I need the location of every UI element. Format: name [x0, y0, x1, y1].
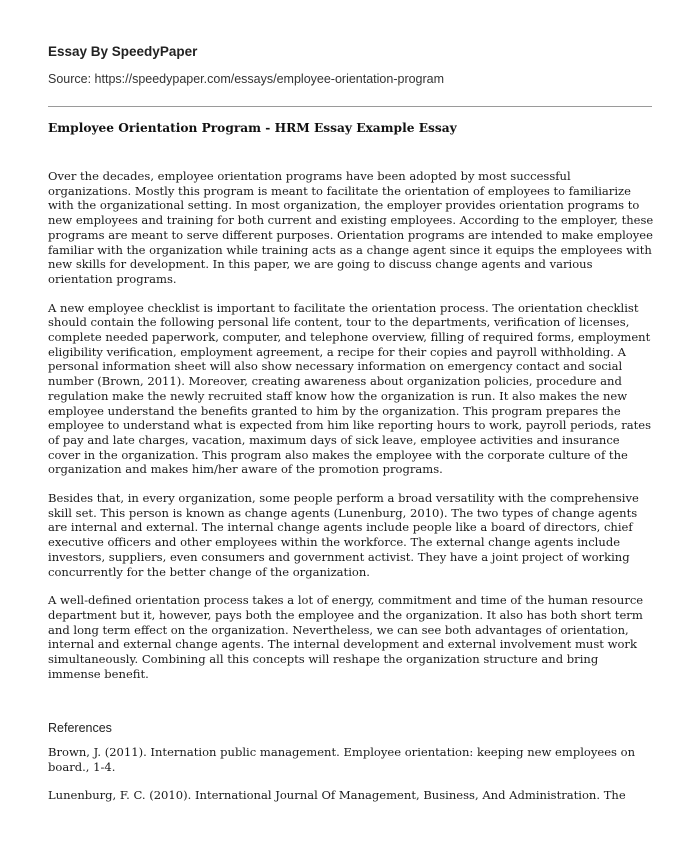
essay-title: Employee Orientation Program - HRM Essay Example Essay [48, 121, 457, 135]
essay-paragraph: Over the decades, employee orientation programs have been adopted by most successful organizations. Mostly this program is meant to facilitate the orientation of employees to familiarize with the organizational setting. In most organization, the employer provides orientation programs to new employees and training for both current and existing employees. According to the employer, these programs are meant to serve different purposes. Orientation programs are intended to make employee familiar with the organization while training acts as a change agent since it equips the employees with new skills for development. In this paper, we are going to discuss change agents and various orientation programs. [48, 169, 654, 286]
essay-paragraph: A new employee checklist is important to facilitate the orientation process. The orientation checklist should contain the following personal life content, tour to the departments, verification of licenses, complete needed paperwork, computer, and telephone overview, filling of required forms, employment eligibility verification, employment agreement, a recipe for their copies and payroll withholding. A personal information sheet will also show necessary information on emergency contact and social number (Brown, 2011). Moreover, creating awareness about organization policies, procedure and regulation make the newly recruited staff know how the organization is run. It also makes the new employee understand the benefits granted to him by the organization. This program prepares the employee to understand what is expected from him like reporting hours to work, payroll periods, rates of pay and late charges, vacation, maximum days of sick leave, employee activities and insurance cover in the organization. This program also makes the employee with the corporate culture of the organization and makes him/her aware of the promotion programs. [48, 300, 652, 477]
references-heading: References [48, 721, 112, 735]
essay-paragraph: A well-defined orientation process takes a lot of energy, commitment and time of the human resource department but it, however, pays both the employee and the organization. It also has both short term and long term effect on the organization. Nevertheless, we can see both advantages of orientation, internal and external change agents. The internal development and external involvement must work simultaneously. Combining all this concepts will reshape the organization structure and bring immense benefit. [48, 593, 644, 681]
reference-item: Lunenburg, F. C. (2010). International Journal Of Management, Business, And Administration. The [48, 788, 626, 803]
essay-body [48, 169, 654, 696]
reference-item: Brown, J. (2011). Internation public management. Employee orientation: keeping new employees on board., 1-4. [48, 745, 636, 774]
source-line: Source: https://speedypaper.com/essays/employee-orientation-program [48, 72, 445, 86]
brand-heading: Essay By SpeedyPaper [48, 44, 198, 59]
header-divider [48, 106, 652, 107]
references-list [48, 745, 654, 817]
essay-paragraph: Besides that, in every organization, some people perform a broad versatility with the comprehensive skill set. This person is known as change agents (Lunenburg, 2010). The two types of change agents are internal and external. The internal change agents include people like a board of directors, chief executive officers and other employees within the workforce. The external change agents include investors, suppliers, even consumers and government activist. They have a joint project of working concurrently for the better change of the organization. [48, 491, 639, 579]
